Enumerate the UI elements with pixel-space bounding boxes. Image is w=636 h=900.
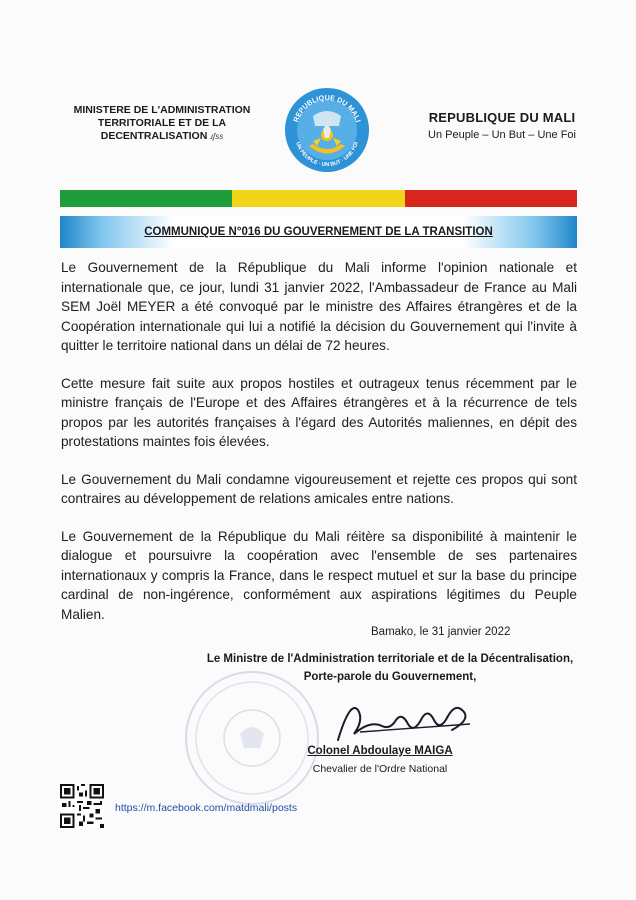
republic-header — [412, 110, 592, 141]
paragraph-4: Le Gouvernement de la République du Mali réitère sa disponibilité à maintenir le dialogue et poursuivre la coopération avec l'ensemble de ses partenaires internationaux y compris la France, dans le respect mutuel et sur la base du principe cardinal de non-ingérence, conformément aux aspirations légitimes du Peuple Malien. — [61, 528, 577, 622]
flag-green-stripe — [60, 190, 232, 207]
qr-code-icon — [60, 784, 104, 828]
facebook-link[interactable]: https://m.facebook.com/matdmali/posts — [115, 802, 298, 814]
signatory-title-line-2: Porte-parole du Gouvernement, — [303, 671, 477, 683]
handwritten-initials-icon: ɹʃss — [210, 132, 224, 141]
signer-name: Colonel Abdoulaye MAIGA — [307, 745, 453, 757]
flag-yellow-stripe — [232, 190, 404, 207]
signatory-title-line-1: Le Ministre de l'Administration territoriale et de la Décentralisation, — [206, 653, 574, 665]
handwritten-signature-icon — [330, 690, 480, 750]
ministry-line-3-wrap — [62, 130, 262, 143]
emblem-bottom-text: UN PEUPLE · UN BUT · UNE FOI — [294, 141, 360, 169]
national-flag-bar — [60, 190, 577, 207]
ministry-line-2: TERRITORIALE ET DE LA — [97, 117, 227, 129]
paragraph-1: Le Gouvernement de la République du Mali informe l'opinion nationale et internationale que, ce jour, lundi 31 janvier 2022, l'Ambassadeur de France au Mali SEM Joël MEYER a été convoqué par le ministre des Affaires étrangères et de la Coopération internationale qui lui a notifié la décision du Gouvernement qui l'invite à quitter le territoire national dans un délai de 72 heures. — [61, 260, 577, 353]
signer-honorific: Chevalier de l'Ordre National — [312, 763, 448, 775]
national-motto: Un Peuple – Un But – Une Foi — [428, 129, 576, 141]
mali-coat-of-arms-icon — [283, 86, 371, 174]
communique-title-banner — [60, 216, 577, 248]
communique-title: COMMUNIQUE N°016 DU GOUVERNEMENT DE LA TRANSITION — [144, 226, 493, 238]
paragraph-2: Cette mesure fait suite aux propos hostiles et outrageux tenus récemment par le ministre français de l'Europe et des Affaires étrangères et à la récurrence de tels propos par les autorités françaises à l'égard des Autorités maliennes, en dépit des protestations maintes fois élevées. — [61, 375, 577, 449]
paragraph-3: Le Gouvernement du Mali condamne vigoureusement et rejette ces propos qui sont contraires au développement de relations amicales entre nations. — [61, 471, 577, 506]
emblem-top-text: REPUBLIQUE DU MALI — [291, 92, 363, 124]
ministry-line-1: MINISTERE DE L'ADMINISTRATION — [73, 104, 251, 116]
flag-red-stripe — [405, 190, 577, 207]
ministry-line-3: DECENTRALISATION — [100, 130, 208, 142]
ministry-header — [62, 104, 262, 143]
communique-body — [61, 258, 577, 642]
issue-date: Bamako, le 31 janvier 2022 — [371, 626, 511, 638]
official-stamp-icon — [182, 668, 322, 808]
republic-name: REPUBLIQUE DU MALI — [428, 110, 576, 125]
